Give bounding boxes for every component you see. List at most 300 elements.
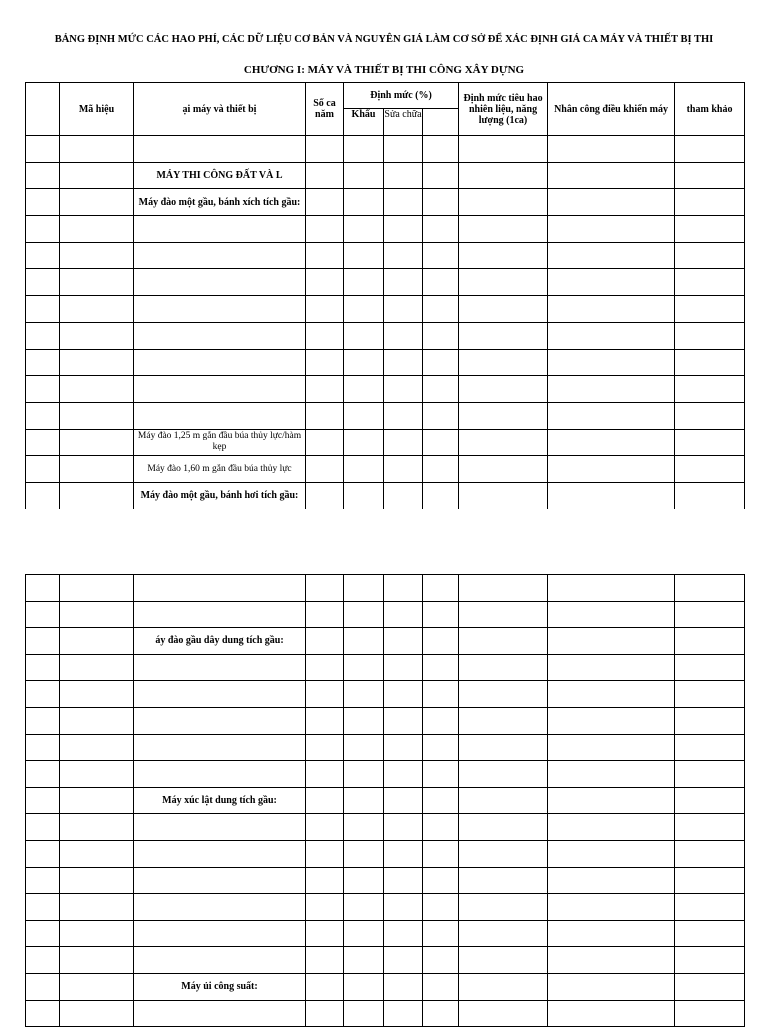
table-row — [26, 242, 745, 269]
table-cell — [60, 296, 134, 323]
table-cell — [675, 376, 745, 403]
table-cell — [344, 242, 384, 269]
header-blank-sub — [423, 109, 459, 136]
table-cell — [459, 761, 548, 788]
machine-name-cell — [134, 920, 306, 947]
table-cell — [60, 575, 134, 602]
table-cell — [675, 456, 745, 483]
table-cell — [548, 920, 675, 947]
machine-name-cell — [134, 681, 306, 708]
table-cell — [675, 734, 745, 761]
table-cell — [675, 707, 745, 734]
machine-name-cell — [134, 654, 306, 681]
table-row — [26, 456, 745, 483]
table-cell — [675, 322, 745, 349]
table-cell — [548, 162, 675, 189]
table-row — [26, 840, 745, 867]
table-cell — [306, 814, 344, 841]
table-cell — [548, 628, 675, 655]
table-row — [26, 296, 745, 323]
table-cell — [60, 162, 134, 189]
table-cell — [26, 894, 60, 921]
table-cell — [306, 376, 344, 403]
table-row — [26, 628, 745, 655]
table-cell — [344, 162, 384, 189]
table-cell — [423, 681, 459, 708]
table-cell — [384, 734, 423, 761]
table-cell — [26, 920, 60, 947]
table-cell — [423, 920, 459, 947]
table-cell — [306, 429, 344, 456]
table-row — [26, 322, 745, 349]
table-cell — [344, 1000, 384, 1027]
table-cell — [459, 136, 548, 163]
header-blank — [26, 83, 60, 136]
table-cell — [548, 947, 675, 974]
machine-name-cell — [134, 840, 306, 867]
table-cell — [384, 216, 423, 243]
table-cell — [60, 216, 134, 243]
norms-table-top — [25, 82, 745, 510]
machine-name-cell — [134, 814, 306, 841]
table-cell — [26, 322, 60, 349]
table-cell — [344, 376, 384, 403]
table-cell — [548, 322, 675, 349]
table-top-body — [26, 136, 745, 510]
table-cell — [60, 734, 134, 761]
table-cell — [548, 216, 675, 243]
machine-name-cell — [134, 734, 306, 761]
machine-name-cell: Máy đào một gầu, bánh hơi tích gầu: — [134, 482, 306, 509]
table-cell — [548, 482, 675, 509]
machine-name-cell — [134, 269, 306, 296]
table-cell — [60, 681, 134, 708]
table-cell — [306, 456, 344, 483]
table-cell — [548, 654, 675, 681]
table-cell — [548, 787, 675, 814]
table-cell — [60, 322, 134, 349]
table-cell — [384, 269, 423, 296]
table-cell — [548, 189, 675, 216]
table-cell — [384, 654, 423, 681]
machine-name-cell — [134, 1000, 306, 1027]
table-cell — [60, 707, 134, 734]
table-cell — [344, 734, 384, 761]
table-cell — [384, 628, 423, 655]
table-cell — [344, 707, 384, 734]
table-cell — [423, 456, 459, 483]
machine-name-cell — [134, 402, 306, 429]
table-cell — [423, 973, 459, 1000]
table-cell — [548, 681, 675, 708]
table-cell — [344, 296, 384, 323]
table-row — [26, 947, 745, 974]
header-shifts: Số ca năm — [306, 83, 344, 136]
table-cell — [459, 216, 548, 243]
table-row — [26, 575, 745, 602]
table-cell — [60, 402, 134, 429]
table-cell — [344, 654, 384, 681]
table-cell — [675, 654, 745, 681]
table-cell — [459, 681, 548, 708]
table-row — [26, 189, 745, 216]
table-row — [26, 601, 745, 628]
table-cell — [548, 349, 675, 376]
table-cell — [344, 840, 384, 867]
table-row — [26, 707, 745, 734]
table-cell — [384, 136, 423, 163]
page-gap — [0, 509, 768, 574]
table-cell — [26, 402, 60, 429]
table-cell — [548, 376, 675, 403]
table-cell — [306, 269, 344, 296]
table-row — [26, 920, 745, 947]
table-cell — [384, 349, 423, 376]
machine-name-cell — [134, 242, 306, 269]
machine-name-cell — [134, 894, 306, 921]
table-cell — [459, 189, 548, 216]
table-cell — [384, 482, 423, 509]
table-cell — [675, 814, 745, 841]
table-cell — [459, 947, 548, 974]
table-cell — [548, 269, 675, 296]
machine-name-cell — [134, 575, 306, 602]
table-cell — [306, 216, 344, 243]
machine-name-cell — [134, 349, 306, 376]
table-cell — [60, 242, 134, 269]
table-row — [26, 761, 745, 788]
table-cell — [384, 601, 423, 628]
table-cell — [423, 734, 459, 761]
table-cell — [548, 429, 675, 456]
table-cell — [675, 575, 745, 602]
table-cell — [459, 162, 548, 189]
table-cell — [60, 867, 134, 894]
table-cell — [459, 628, 548, 655]
table-cell — [306, 575, 344, 602]
table-cell — [60, 628, 134, 655]
table-cell — [675, 429, 745, 456]
table-cell — [459, 322, 548, 349]
table-cell — [60, 269, 134, 296]
table-row — [26, 973, 745, 1000]
table-row — [26, 402, 745, 429]
table-cell — [344, 628, 384, 655]
table-cell — [26, 628, 60, 655]
table-cell — [344, 867, 384, 894]
table-cell — [675, 867, 745, 894]
machine-name-cell — [134, 216, 306, 243]
table-cell — [26, 456, 60, 483]
table-cell — [423, 402, 459, 429]
table-cell — [384, 296, 423, 323]
table-cell — [548, 136, 675, 163]
table-cell — [548, 814, 675, 841]
table-cell — [423, 654, 459, 681]
table-cell — [344, 814, 384, 841]
table-cell — [344, 761, 384, 788]
table-cell — [306, 894, 344, 921]
table-cell — [423, 707, 459, 734]
table-cell — [423, 628, 459, 655]
table-cell — [459, 840, 548, 867]
table-cell — [384, 456, 423, 483]
norms-table-bottom — [25, 574, 745, 1027]
table-cell — [384, 814, 423, 841]
table-cell — [306, 322, 344, 349]
table-cell — [306, 296, 344, 323]
table-cell — [26, 681, 60, 708]
table-cell — [459, 787, 548, 814]
table-cell — [423, 814, 459, 841]
machine-name-cell: Máy đào 1,60 m gắn đầu búa thủy lực — [134, 456, 306, 483]
table-row — [26, 1000, 745, 1027]
table-cell — [548, 840, 675, 867]
table-cell — [384, 787, 423, 814]
table-cell — [548, 894, 675, 921]
table-cell — [344, 973, 384, 1000]
table-cell — [423, 322, 459, 349]
header-machine: ại máy và thiết bị — [134, 83, 306, 136]
table-cell — [26, 867, 60, 894]
table-cell — [459, 734, 548, 761]
table-cell — [26, 189, 60, 216]
table-cell — [423, 787, 459, 814]
table-cell — [675, 482, 745, 509]
table-cell — [423, 216, 459, 243]
table-cell — [459, 242, 548, 269]
table-cell — [344, 136, 384, 163]
table-cell — [344, 189, 384, 216]
table-row — [26, 867, 745, 894]
table-cell — [26, 269, 60, 296]
table-cell — [384, 1000, 423, 1027]
table-cell — [60, 1000, 134, 1027]
table-cell — [26, 242, 60, 269]
table-cell — [423, 1000, 459, 1027]
table-cell — [423, 894, 459, 921]
table-cell — [675, 628, 745, 655]
table-cell — [306, 189, 344, 216]
table-cell — [675, 973, 745, 1000]
machine-name-cell — [134, 867, 306, 894]
table-cell — [26, 136, 60, 163]
table-cell — [384, 575, 423, 602]
table-cell — [26, 429, 60, 456]
table-cell — [306, 402, 344, 429]
table-cell — [459, 867, 548, 894]
table-cell — [423, 242, 459, 269]
machine-name-cell: Máy xúc lật dung tích gầu: — [134, 787, 306, 814]
table-cell — [306, 1000, 344, 1027]
table-cell — [548, 402, 675, 429]
table-cell — [306, 761, 344, 788]
table-row — [26, 136, 745, 163]
table-cell — [423, 376, 459, 403]
table-row — [26, 681, 745, 708]
header-depreciation: Khấu — [344, 109, 384, 136]
table-cell — [459, 973, 548, 1000]
machine-name-cell — [134, 376, 306, 403]
table-cell — [344, 429, 384, 456]
table-cell — [675, 136, 745, 163]
table-cell — [548, 973, 675, 1000]
table-cell — [306, 840, 344, 867]
table-cell — [459, 707, 548, 734]
machine-name-cell: Máy đào một gầu, bánh xích tích gầu: — [134, 189, 306, 216]
table-cell — [60, 189, 134, 216]
document-title: BẢNG ĐỊNH MỨC CÁC HAO PHÍ, CÁC DỮ LIỆU CƠ BẢN VÀ NGUYÊN GIÁ LÀM CƠ SỞ ĐỂ XÁC ĐỊNH GIÁ CA MÁY VÀ THIẾT BỊ THI — [54, 34, 714, 45]
table-cell — [384, 681, 423, 708]
machine-name-cell: MÁY THI CÔNG ĐẤT VÀ L — [134, 162, 306, 189]
table-cell — [384, 840, 423, 867]
machine-name-cell — [134, 947, 306, 974]
table-cell — [344, 575, 384, 602]
machine-name-cell — [134, 707, 306, 734]
table-cell — [548, 734, 675, 761]
table-cell — [384, 189, 423, 216]
table-cell — [306, 628, 344, 655]
table-cell — [548, 867, 675, 894]
table-cell — [26, 761, 60, 788]
machine-name-cell — [134, 296, 306, 323]
table-cell — [675, 242, 745, 269]
table-cell — [344, 322, 384, 349]
table-cell — [384, 242, 423, 269]
table-cell — [26, 734, 60, 761]
table-cell — [459, 1000, 548, 1027]
table-cell — [26, 947, 60, 974]
table-cell — [459, 894, 548, 921]
table-cell — [423, 349, 459, 376]
table-cell — [60, 482, 134, 509]
table-cell — [60, 814, 134, 841]
table-cell — [306, 947, 344, 974]
table-cell — [423, 601, 459, 628]
table-cell — [459, 601, 548, 628]
table-cell — [423, 189, 459, 216]
table-cell — [675, 402, 745, 429]
table-cell — [423, 867, 459, 894]
table-cell — [675, 601, 745, 628]
table-row — [26, 787, 745, 814]
table-row — [26, 376, 745, 403]
table-cell — [423, 575, 459, 602]
table-cell — [675, 681, 745, 708]
table-cell — [344, 482, 384, 509]
table-cell — [423, 162, 459, 189]
table-cell — [344, 681, 384, 708]
table-cell — [344, 601, 384, 628]
table-cell — [26, 601, 60, 628]
table-cell — [548, 242, 675, 269]
table-cell — [459, 814, 548, 841]
table-cell — [423, 761, 459, 788]
table-cell — [344, 456, 384, 483]
table-cell — [60, 136, 134, 163]
table-cell — [548, 575, 675, 602]
table-cell — [384, 322, 423, 349]
table-row — [26, 814, 745, 841]
table-cell — [459, 269, 548, 296]
table-cell — [423, 840, 459, 867]
table-row — [26, 734, 745, 761]
table-cell — [384, 920, 423, 947]
table-cell — [384, 162, 423, 189]
table-cell — [60, 429, 134, 456]
table-cell — [675, 189, 745, 216]
table-cell — [60, 973, 134, 1000]
table-cell — [675, 1000, 745, 1027]
table-cell — [384, 973, 423, 1000]
table-cell — [548, 456, 675, 483]
table-cell — [384, 429, 423, 456]
header-norm: Định mức (%) — [344, 83, 459, 109]
table-cell — [459, 429, 548, 456]
table-cell — [306, 973, 344, 1000]
table-cell — [384, 707, 423, 734]
table-cell — [675, 162, 745, 189]
table-cell — [459, 575, 548, 602]
table-row — [26, 162, 745, 189]
table-cell — [675, 947, 745, 974]
table-cell — [423, 947, 459, 974]
table-cell — [26, 349, 60, 376]
table-cell — [675, 761, 745, 788]
header-fuel: Định mức tiêu hao nhiên liệu, năng lượng (1ca) — [459, 83, 548, 136]
table-cell — [306, 162, 344, 189]
table-cell — [26, 707, 60, 734]
table-cell — [60, 349, 134, 376]
table-cell — [548, 1000, 675, 1027]
table-cell — [26, 482, 60, 509]
table-cell — [344, 402, 384, 429]
machine-name-cell — [134, 136, 306, 163]
table-cell — [26, 296, 60, 323]
table-cell — [26, 787, 60, 814]
table-cell — [675, 349, 745, 376]
table-cell — [459, 456, 548, 483]
table-cell — [60, 840, 134, 867]
table-cell — [26, 162, 60, 189]
table-cell — [306, 787, 344, 814]
table-cell — [344, 894, 384, 921]
machine-name-cell — [134, 322, 306, 349]
table-row — [26, 654, 745, 681]
table-cell — [675, 269, 745, 296]
table-cell — [459, 376, 548, 403]
table-cell — [344, 269, 384, 296]
table-row — [26, 429, 745, 456]
table-cell — [459, 296, 548, 323]
table-cell — [306, 867, 344, 894]
table-cell — [60, 376, 134, 403]
machine-name-cell: Máy đào 1,25 m gắn đầu búa thủy lực/hàm kẹp — [134, 429, 306, 456]
table-cell — [306, 707, 344, 734]
table-row — [26, 269, 745, 296]
table-cell — [306, 601, 344, 628]
table-cell — [423, 269, 459, 296]
table-cell — [26, 814, 60, 841]
table-cell — [459, 482, 548, 509]
table-cell — [423, 296, 459, 323]
table-cell — [675, 894, 745, 921]
table-cell — [306, 654, 344, 681]
machine-name-cell — [134, 601, 306, 628]
table-cell — [306, 482, 344, 509]
table-cell — [26, 575, 60, 602]
table-cell — [675, 840, 745, 867]
